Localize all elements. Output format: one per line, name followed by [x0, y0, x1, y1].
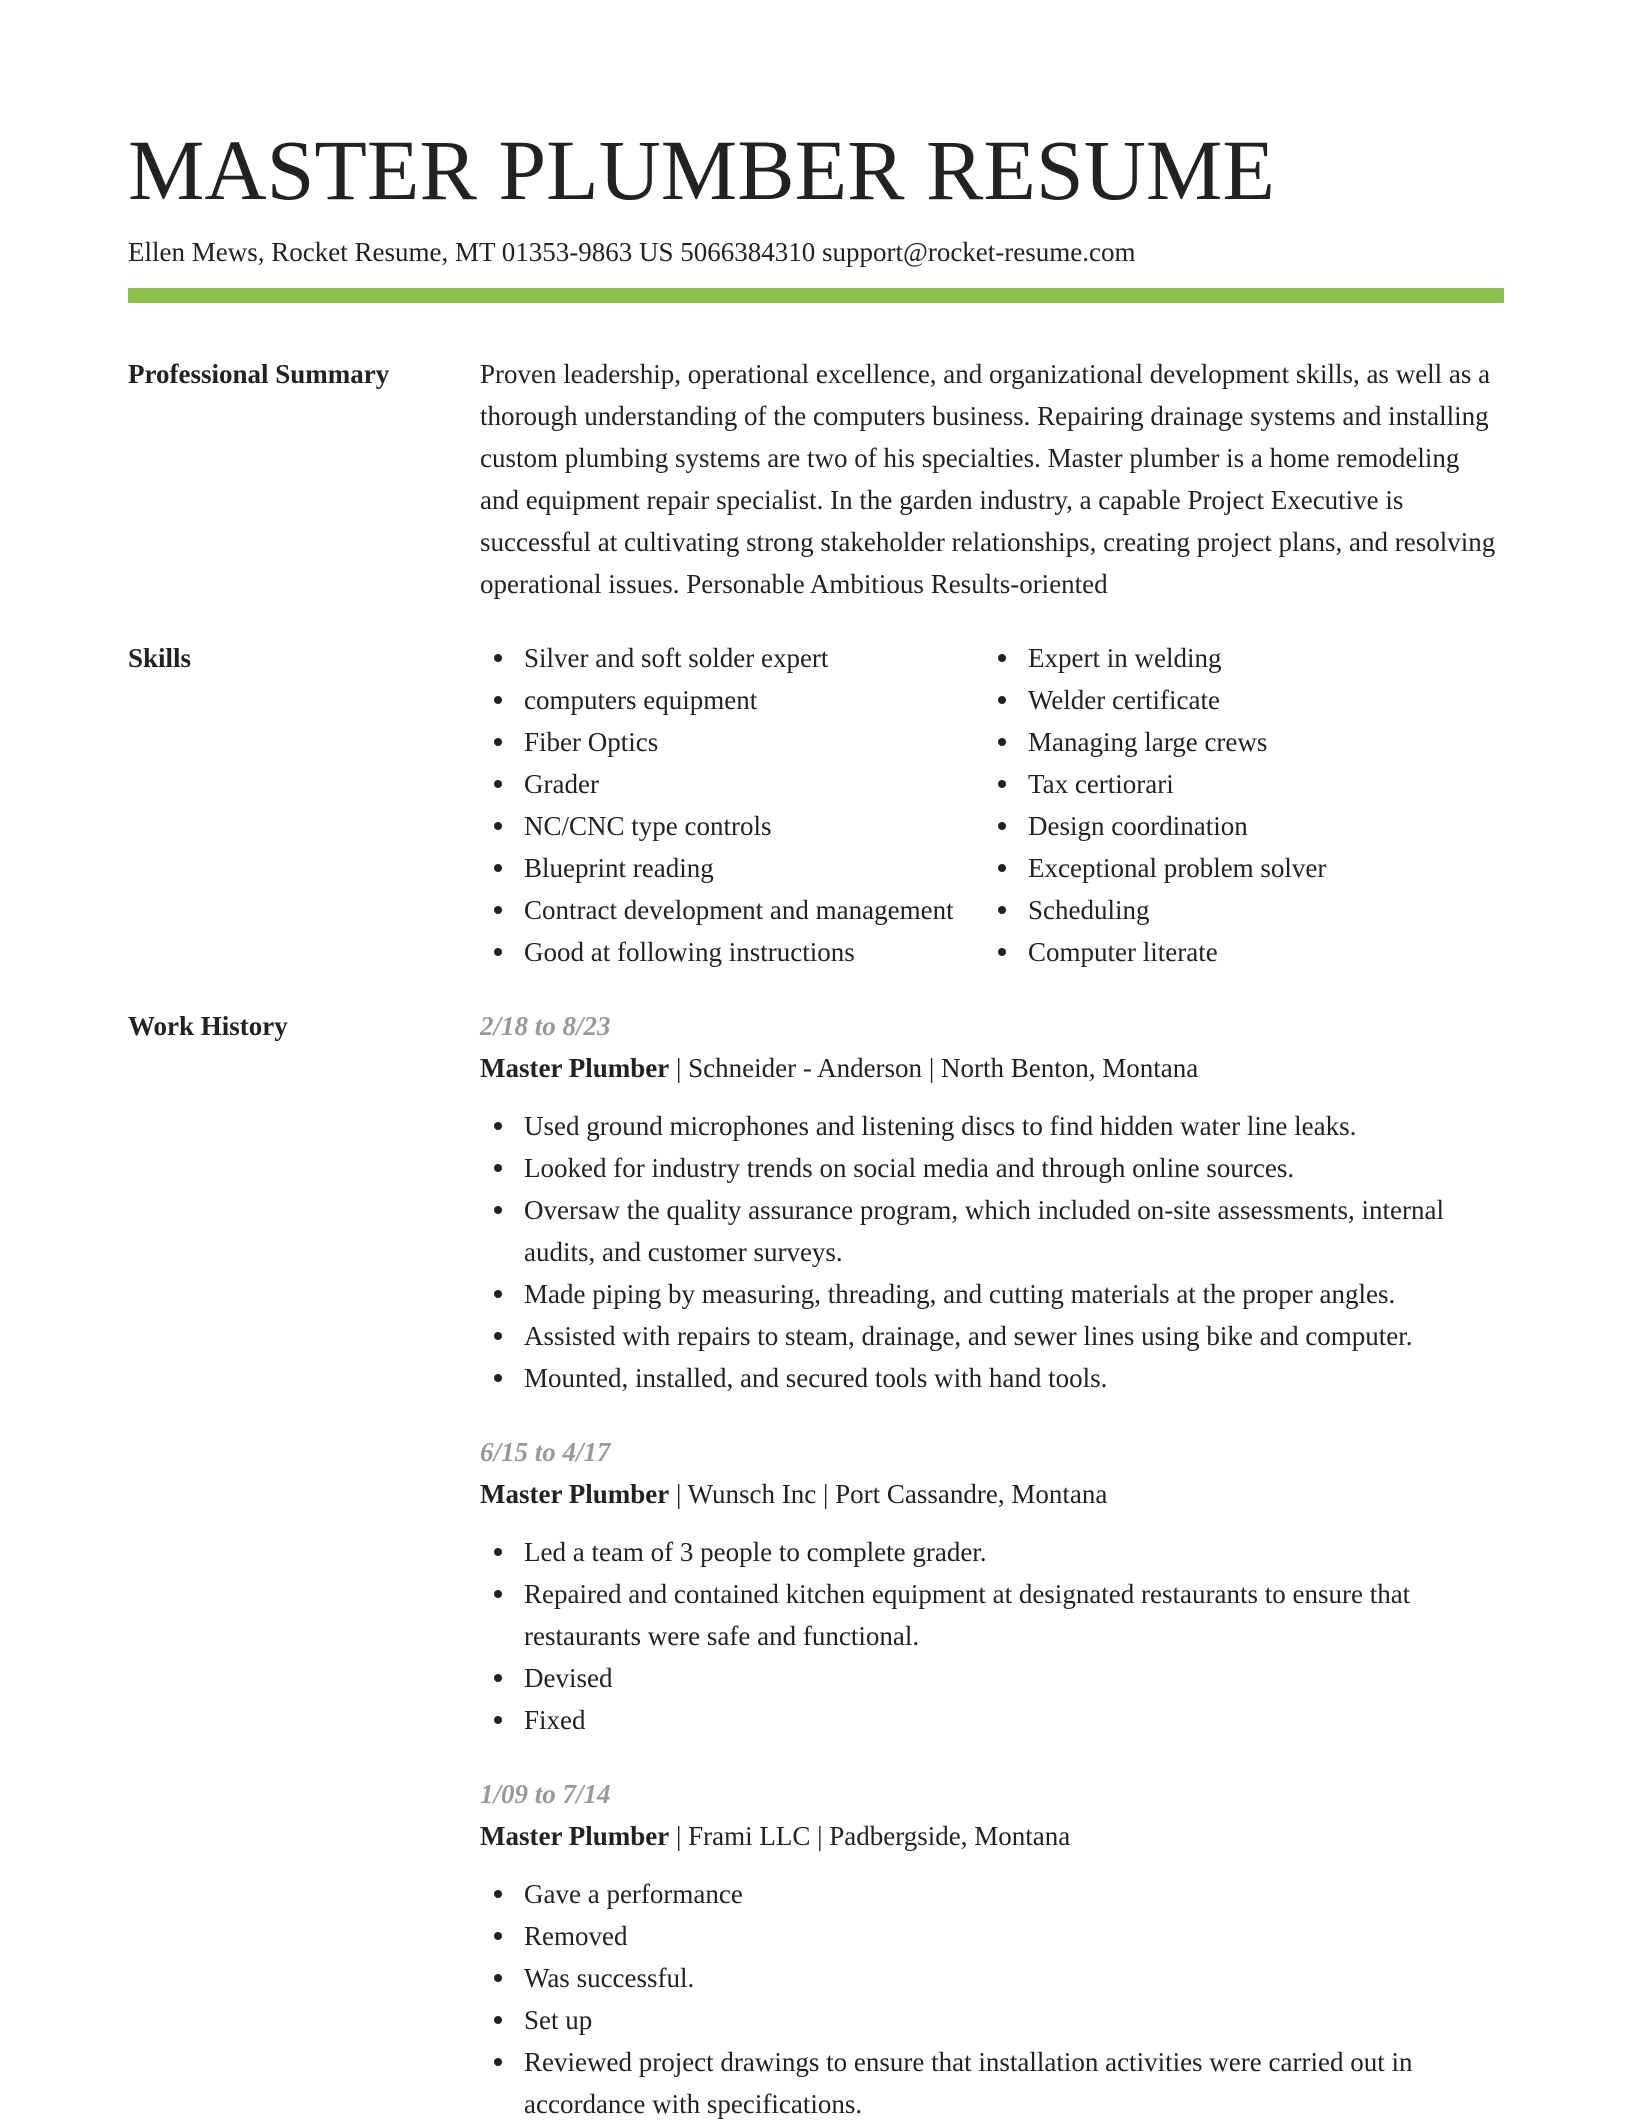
- job-bullet: Gave a performance: [480, 1873, 1504, 1915]
- job-bullet: Looked for industry trends on social media and through online sources.: [480, 1147, 1504, 1189]
- job-header: [480, 1815, 1504, 1857]
- job-bullet: Made piping by measuring, threading, and cutting materials at the proper angles.: [480, 1273, 1504, 1315]
- skill-item: Grader: [480, 763, 984, 805]
- job-title: Master Plumber: [480, 1821, 670, 1851]
- job-entry: [480, 1005, 1504, 1399]
- section-label: Work History: [128, 1011, 288, 1041]
- skill-item: Welder certificate: [984, 679, 1504, 721]
- job-bullet: Set up: [480, 1999, 1504, 2041]
- job-bullet: Was successful.: [480, 1957, 1504, 1999]
- separator: |: [669, 1479, 688, 1509]
- skill-item: Design coordination: [984, 805, 1504, 847]
- skill-item: NC/CNC type controls: [480, 805, 984, 847]
- skills-column-1: [480, 637, 984, 973]
- skill-item: Computer literate: [984, 931, 1504, 973]
- job-bullet: Reviewed project drawings to ensure that installation activities were carried out in accordance with specifications.: [480, 2041, 1504, 2125]
- skill-item: Scheduling: [984, 889, 1504, 931]
- job-bullet: Oversaw the quality assurance program, which included on-site assessments, internal audits, and customer surveys.: [480, 1189, 1504, 1273]
- contact-line: Ellen Mews, Rocket Resume, MT 01353-9863 US 5066384310 support@rocket-resume.com: [128, 237, 1136, 267]
- job-bullet: Assisted with repairs to steam, drainage, and sewer lines using bike and computer.: [480, 1315, 1504, 1357]
- skills-grid: [480, 637, 1504, 973]
- skills-section: [128, 637, 1504, 973]
- section-label: Skills: [128, 643, 192, 673]
- job-location: Padbergside, Montana: [829, 1821, 1071, 1851]
- skill-item: Silver and soft solder expert: [480, 637, 984, 679]
- section-body: [480, 1005, 1504, 2125]
- job-location: Port Cassandre, Montana: [835, 1479, 1108, 1509]
- skill-item: Expert in welding: [984, 637, 1504, 679]
- job-dates: 1/09 to 7/14: [480, 1779, 611, 1809]
- job-company: Schneider - Anderson: [688, 1053, 923, 1083]
- resume-page: [128, 0, 1504, 2125]
- accent-divider: [128, 288, 1504, 303]
- job-entry: [480, 1431, 1504, 1741]
- separator: |: [669, 1821, 689, 1851]
- separator: |: [816, 1479, 836, 1509]
- job-location: North Benton, Montana: [940, 1053, 1199, 1083]
- job-header: [480, 1047, 1504, 1089]
- job-bullet: Devised: [480, 1657, 1504, 1699]
- skill-item: computers equipment: [480, 679, 984, 721]
- job-bullets: [480, 1531, 1504, 1741]
- job-bullet: Used ground microphones and listening discs to find hidden water line leaks.: [480, 1105, 1504, 1147]
- separator: |: [922, 1053, 941, 1083]
- skill-item: Exceptional problem solver: [984, 847, 1504, 889]
- job-entry: [480, 1773, 1504, 2125]
- professional-summary-section: [128, 353, 1504, 605]
- job-bullet: Removed: [480, 1915, 1504, 1957]
- job-bullet: Fixed: [480, 1699, 1504, 1741]
- skills-column-2: [984, 637, 1504, 973]
- skill-item: Contract development and management: [480, 889, 984, 931]
- job-dates: 2/18 to 8/23: [480, 1011, 611, 1041]
- skill-item: Blueprint reading: [480, 847, 984, 889]
- skill-item: Managing large crews: [984, 721, 1504, 763]
- job-title: Master Plumber: [480, 1479, 670, 1509]
- skill-item: Good at following instructions: [480, 931, 984, 973]
- section-body: [480, 637, 1504, 973]
- job-bullets: [480, 1873, 1504, 2125]
- job-header: [480, 1473, 1504, 1515]
- job-title: Master Plumber: [480, 1053, 670, 1083]
- job-bullet: Repaired and contained kitchen equipment at designated restaurants to ensure that restaurants were safe and functional.: [480, 1573, 1504, 1657]
- section-label: Professional Summary: [128, 359, 390, 389]
- separator: |: [669, 1053, 689, 1083]
- resume-title: MASTER PLUMBER RESUME: [128, 122, 1275, 218]
- skill-item: Tax certiorari: [984, 763, 1504, 805]
- job-bullet: Led a team of 3 people to complete grader.: [480, 1531, 1504, 1573]
- job-company: Frami LLC: [688, 1821, 811, 1851]
- job-bullets: [480, 1105, 1504, 1399]
- job-company: Wunsch Inc: [687, 1479, 817, 1509]
- separator: |: [810, 1821, 830, 1851]
- work-history-section: [128, 1005, 1504, 2125]
- job-dates: 6/15 to 4/17: [480, 1437, 611, 1467]
- skill-item: Fiber Optics: [480, 721, 984, 763]
- section-body: [480, 353, 1504, 605]
- job-bullet: Mounted, installed, and secured tools with hand tools.: [480, 1357, 1504, 1399]
- summary-text: Proven leadership, operational excellence, and organizational development skills, as well as a thorough understanding of the computers business. Repairing drainage systems and installing custom plumbing systems are two of his specialties. Master plumber is a home remodeling and equipment repair specialist. In the garden industry, a capable Project Executive is successful at cultivating strong stakeholder relationships, creating project plans, and resolving operational issues. Personable Ambitious Results-oriented: [480, 359, 1496, 599]
